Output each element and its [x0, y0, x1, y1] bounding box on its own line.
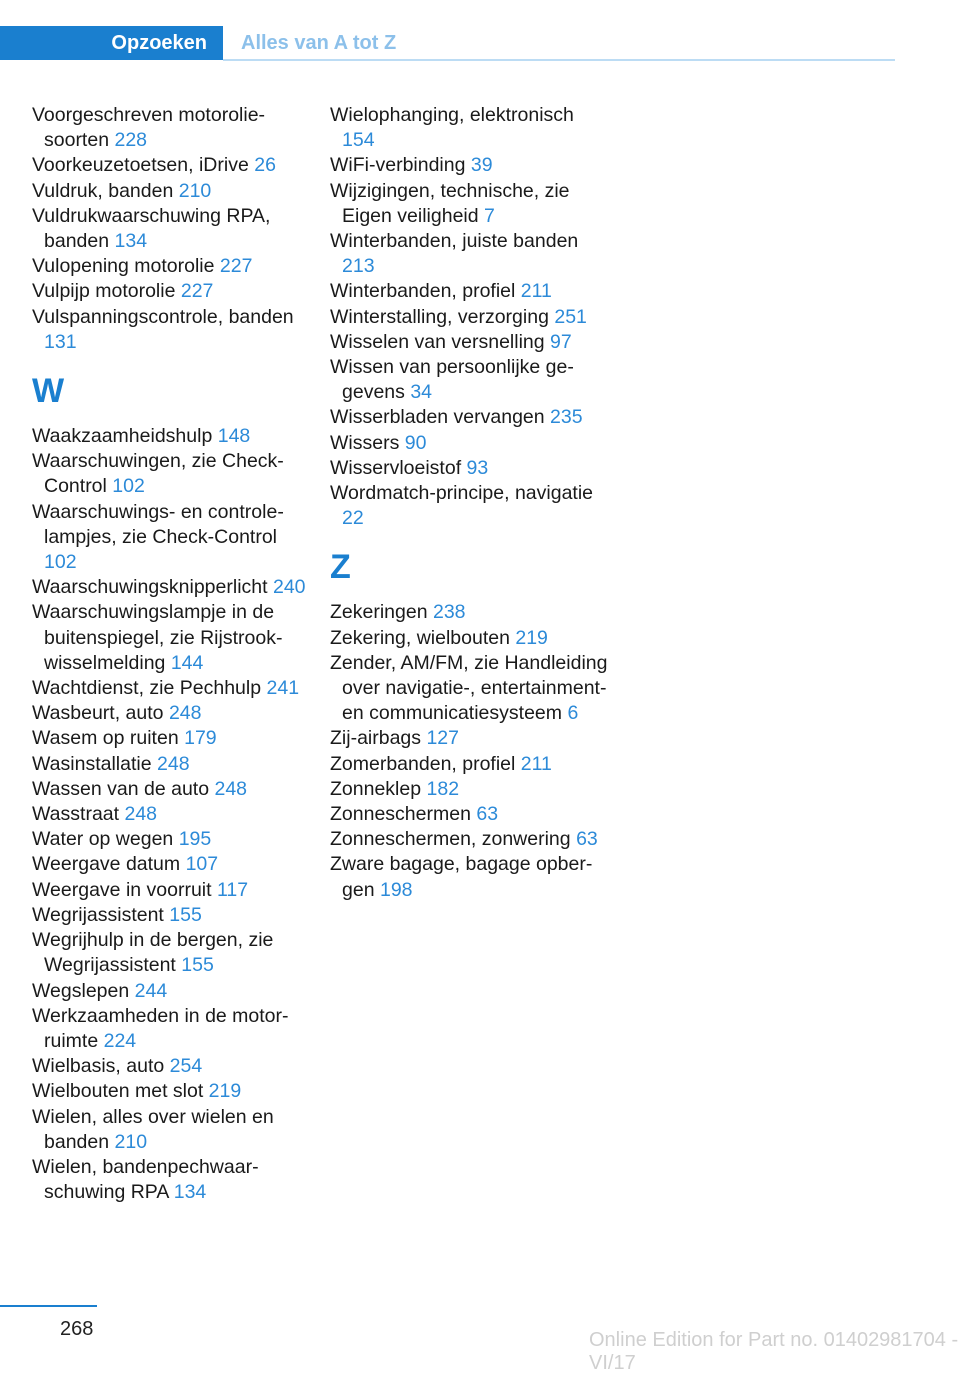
index-entry: [32, 305, 307, 355]
index-entry: [32, 852, 307, 877]
index-entry-text: Wisselen van versnelling: [330, 330, 545, 353]
index-entry-text: Zekeringen: [330, 601, 428, 624]
index-entry: [32, 1054, 307, 1079]
index-entry-text: Wielen, bandenpechwaarschuwing RPA: [32, 1155, 259, 1204]
index-page-link[interactable]: 90: [404, 431, 427, 454]
index-entry-text: Wordmatch-principe, navigatie: [330, 482, 594, 505]
index-page-link[interactable]: 182: [426, 777, 460, 800]
index-entry: [330, 752, 610, 777]
index-entry: [32, 928, 307, 978]
index-page-link[interactable]: 210: [178, 179, 212, 202]
index-entry-text: Wisserbladen vervangen: [330, 406, 545, 429]
index-page-link[interactable]: 93: [466, 456, 489, 479]
index-page-link[interactable]: 195: [178, 828, 212, 851]
index-entry: [330, 330, 610, 355]
index-page-link[interactable]: 34: [410, 381, 433, 404]
index-entry: [32, 903, 307, 928]
index-entry-text: Zonneschermen: [330, 803, 471, 826]
index-page-link[interactable]: 228: [114, 129, 148, 152]
index-entry-text: Voorgeschreven motoroliesoorten: [32, 104, 266, 152]
index-entry-text: Vulopening motorolie: [32, 255, 215, 278]
index-entry: [330, 153, 610, 178]
index-letter-heading: Z: [330, 548, 351, 587]
edition-footer: Online Edition for Part no. 01402981704 - VI/17: [589, 1329, 959, 1374]
index-entry: [330, 179, 610, 229]
page-number-rule: [0, 1305, 97, 1307]
index-entry-text: Wasstraat: [32, 803, 120, 826]
index-entry: [32, 103, 307, 153]
index-page-link[interactable]: 219: [515, 626, 548, 649]
index-page-link[interactable]: 254: [169, 1055, 203, 1078]
index-entry: [32, 878, 307, 903]
index-entry-text: Zender, AM/FM, zie Handleiding over navigatie-, entertainment- en communicatiesysteem: [330, 651, 608, 725]
index-entry-text: Zekering, wielbouten: [330, 626, 510, 649]
index-page-link[interactable]: 248: [157, 752, 190, 775]
index-entry-text: Wachtdienst, zie Pechhulp: [32, 677, 262, 700]
header-tabbar: [0, 26, 895, 62]
index-entry-text: Vuldrukwaarschuwing RPA, banden: [32, 204, 271, 253]
index-entry: [330, 726, 610, 751]
index-entry: [330, 827, 610, 852]
index-page-link[interactable]: 117: [216, 878, 249, 901]
index-page-link[interactable]: 6: [567, 702, 579, 725]
index-entry: [32, 424, 307, 449]
index-entry-text: Wissers: [330, 431, 400, 454]
index-entry-text: Waarschuwingslampje in de buitenspiegel, zie Rijstrookwisselmelding: [32, 601, 283, 674]
index-entry: [32, 254, 307, 279]
index-entry-text: Zij-airbags: [330, 727, 422, 750]
index-entry-text: Wijzigingen, technische, zie Eigen veiligheid: [330, 179, 570, 227]
index-entry-text: Wielbouten met slot: [32, 1080, 204, 1103]
index-page-link[interactable]: 102: [112, 475, 145, 498]
index-page-link[interactable]: 248: [214, 777, 248, 800]
index-entry-text: Zware bagage, bagage opbergen: [330, 853, 593, 901]
index-entry: [32, 204, 307, 254]
index-page-link[interactable]: 248: [124, 803, 158, 826]
index-page-link[interactable]: 251: [554, 305, 587, 328]
index-entry: [330, 481, 610, 531]
index-entry-text: Weergave datum: [32, 853, 181, 876]
index-entry-text: Vulspanningscontrole, banden: [32, 305, 294, 328]
index-entry: [32, 449, 307, 499]
index-entry: [32, 1105, 307, 1155]
index-letter-heading: W: [32, 372, 65, 411]
index-page-link[interactable]: 7: [484, 204, 495, 227]
index-entry: [32, 726, 307, 751]
index-entry: [330, 103, 610, 153]
index-page-link[interactable]: 240: [272, 576, 306, 599]
tab-opzoeken[interactable]: Opzoeken: [0, 26, 223, 60]
index-entry-text: Voorkeuzetoetsen, iDrive: [32, 154, 249, 177]
index-entry-text: Wissen van persoonlijke gegevens: [330, 356, 574, 404]
index-entry: [32, 153, 307, 178]
index-entry: [32, 676, 307, 701]
index-entry: [32, 1079, 307, 1104]
index-page-link[interactable]: 134: [173, 1181, 207, 1204]
index-page-link[interactable]: 134: [114, 230, 148, 253]
index-entry-text: Winterbanden, profiel: [330, 280, 516, 303]
index-page-link[interactable]: 131: [44, 330, 77, 353]
index-entry: [330, 405, 610, 430]
index-page-link[interactable]: 155: [169, 903, 202, 926]
index-entry-text: Vuldruk, banden: [32, 179, 174, 202]
index-entry-text: Winterbanden, juiste banden: [330, 230, 579, 253]
index-entry-text: Wegrijhulp in de bergen, zie Wegrijassistent: [32, 929, 274, 977]
index-entry: [32, 279, 307, 304]
index-entry-text: Wisservloeistof: [330, 456, 462, 479]
page-number: 268: [60, 1318, 94, 1340]
index-page-link[interactable]: 213: [342, 255, 375, 278]
header-rule: [223, 59, 895, 61]
index-entry-text: Wielen, alles over wielen en banden: [32, 1105, 274, 1153]
index-entry: [32, 600, 307, 676]
index-page-link[interactable]: 63: [576, 828, 598, 851]
index-column-left: [32, 103, 307, 1205]
index-entry-text: Wasinstallatie: [32, 752, 152, 775]
index-page-link[interactable]: 107: [185, 853, 219, 876]
index-entry: [32, 777, 307, 802]
index-page-link[interactable]: 154: [342, 129, 375, 152]
index-entry-text: Werkzaamheden in de motorruimte: [32, 1004, 289, 1052]
index-entry: [32, 500, 307, 576]
index-entry: [32, 701, 307, 726]
index-entry-text: Wegslepen: [32, 979, 130, 1002]
index-entry: [32, 1155, 307, 1205]
index-entry-text: Wielophanging, elektronisch: [330, 104, 574, 126]
index-entry: [32, 179, 307, 204]
index-page-link[interactable]: 148: [217, 425, 251, 448]
index-page-link[interactable]: 224: [103, 1029, 137, 1052]
index-page-link[interactable]: 155: [181, 954, 214, 977]
index-page-link[interactable]: 227: [219, 255, 253, 278]
index-entry-text: Wassen van de auto: [32, 777, 210, 800]
index-page-link[interactable]: 179: [184, 727, 217, 750]
index-entry: [330, 431, 610, 456]
tab-alles-van-a-tot-z[interactable]: Alles van A tot Z: [241, 31, 397, 54]
index-entry: [330, 626, 610, 651]
index-page-link[interactable]: 144: [170, 651, 204, 674]
index-column-right: [330, 103, 610, 903]
index-page-link[interactable]: 248: [168, 702, 202, 725]
index-entry: [330, 229, 610, 279]
index-entry: [330, 355, 610, 405]
index-page-link[interactable]: 39: [470, 154, 493, 177]
index-entry-text: Zomerbanden, profiel: [330, 752, 516, 775]
index-page-link[interactable]: 241: [266, 677, 300, 700]
index-entry-text: Waarschuwingsknipperlicht: [32, 576, 268, 599]
index-page-link[interactable]: 238: [432, 601, 466, 624]
index-page-link[interactable]: 127: [426, 727, 459, 750]
index-entry-text: WiFi-verbinding: [330, 154, 466, 177]
index-page-link[interactable]: 198: [379, 878, 413, 901]
index-entry-text: Wielbasis, auto: [32, 1055, 165, 1078]
index-entry-text: Vulpijp motorolie: [32, 280, 176, 303]
index-entry: [32, 575, 307, 600]
index-page-link[interactable]: 210: [114, 1130, 148, 1153]
index-entry: [32, 1004, 307, 1054]
index-entry-text: Waarschuwingen, zie Check-Control: [32, 450, 284, 498]
index-entry-text: Zonneschermen, zonwering: [330, 828, 571, 851]
index-entry-text: Wasbeurt, auto: [32, 702, 164, 725]
index-entry-text: Waarschuwings- en controlelampjes, zie Check-Control: [32, 500, 284, 548]
index-page-link[interactable]: 219: [208, 1080, 242, 1103]
index-entry: [32, 827, 307, 852]
index-entry: [32, 752, 307, 777]
index-entry-text: Waakzaamheidshulp: [32, 425, 213, 448]
index-page-link[interactable]: 211: [520, 280, 552, 303]
index-page-link[interactable]: 235: [550, 406, 583, 429]
index-entry: [330, 279, 610, 304]
index-entry: [330, 802, 610, 827]
index-page-link[interactable]: 244: [134, 979, 168, 1002]
index-entry-text: Water op wegen: [32, 828, 174, 851]
index-entry: [330, 456, 610, 481]
index-entry: [32, 979, 307, 1004]
index-entry: [330, 852, 610, 902]
index-entry: [32, 802, 307, 827]
index-entry: [330, 651, 610, 727]
index-page-link[interactable]: 63: [476, 803, 499, 826]
index-entry-text: Wegrijassistent: [32, 903, 164, 926]
index-entry-text: Wasem op ruiten: [32, 727, 179, 750]
index-page-link[interactable]: 26: [254, 154, 276, 177]
index-page-link[interactable]: 102: [44, 551, 77, 574]
index-page-link[interactable]: 22: [342, 507, 364, 530]
index-page-link[interactable]: 97: [550, 330, 572, 353]
index-entry: [330, 777, 610, 802]
index-page-link[interactable]: 227: [180, 280, 214, 303]
index-entry-text: Weergave in voorruit: [32, 878, 212, 901]
index-entry: [330, 305, 610, 330]
index-page-link[interactable]: 211: [520, 752, 552, 775]
index-entry-text: Winterstalling, verzorging: [330, 305, 549, 328]
index-entry-text: Zonneklep: [330, 777, 422, 800]
index-entry: [330, 600, 610, 625]
